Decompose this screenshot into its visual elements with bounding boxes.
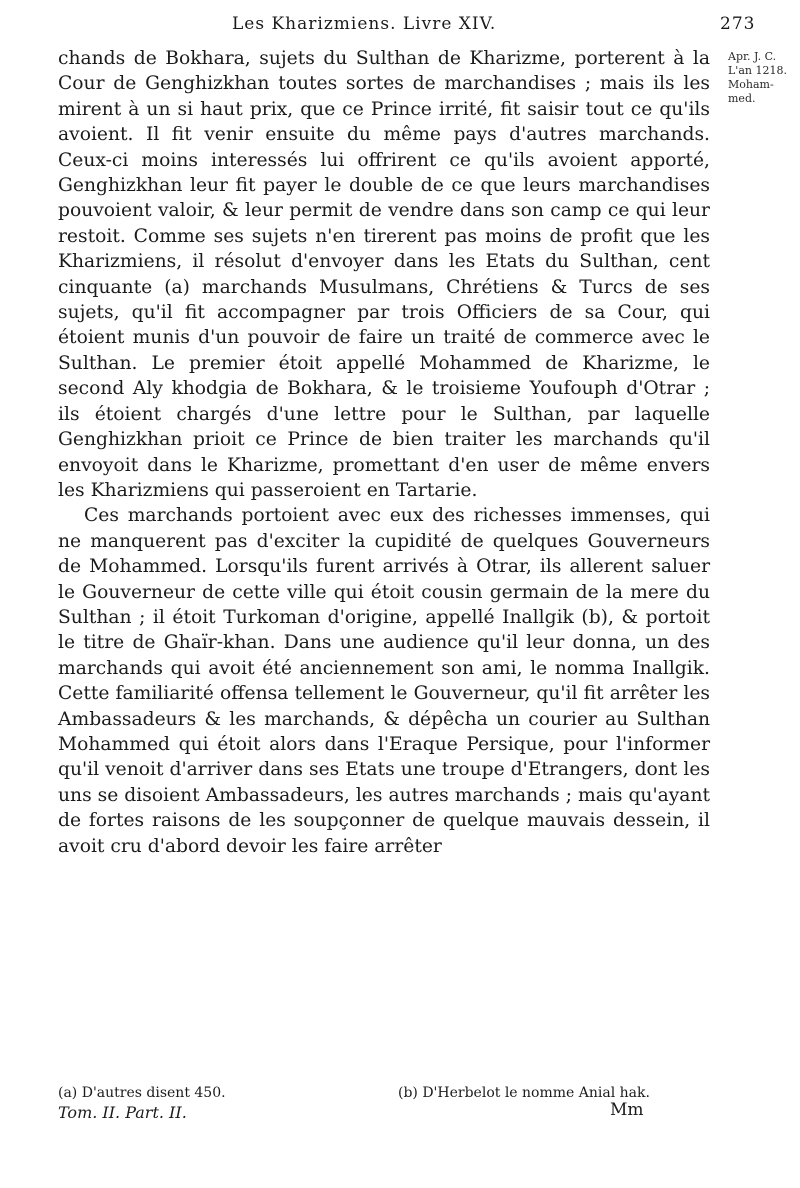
margin-note-line: L'an 1218. — [728, 64, 787, 77]
footnote-b: (b) D'Herbelot le nomme Anial hak. — [398, 1085, 650, 1101]
catchword: Mm — [610, 1100, 644, 1120]
running-title: Les Kharizmiens. Livre XIV. — [232, 14, 497, 34]
paragraph: chands de Bokhara, sujets du Sulthan de Kharizme, porterent à la Cour de Genghizkhan toutes sortes de marchandises ; mais ils les mirent à un si haut prix, que ce Prince irrité, fit saisir tout ce qu'ils avoient. Il fit venir ensuite du même pays d'autres marchands. Ceux-ci moins interessés lui offrirent ce qu'ils avoient apporté, Genghizkhan leur fit payer le double de ce que leurs marchandises pouvoient valoir, & leur permit de vendre dans son camp ce qui leur restoit. Comme ses sujets n'en tirerent pas moins de profit que les Kharizmiens, il résolut d'envoyer dans les Etats du Sulthan, cent cinquante (a) marchands Musulmans, Chrétiens & Turcs de ses sujets, qu'il fit accompagner par trois Officiers de sa Cour, qui étoient munis d'un pouvoir de faire un traité de commerce avec le Sulthan. Le premier étoit appellé Mohammed de Kharizme, le second Aly khodgia de Bokhara, & le troisieme Youfouph d'Otrar ; ils étoient chargés d'une lettre pour le Sulthan, par laquelle Genghizkhan prioit ce Prince de bien traiter les marchands qu'il envoyoit dans le Kharizme, promettant d'en user de même envers les Kharizmiens qui passeroient en Tartarie. — [58, 48, 710, 501]
paragraph: Ces marchands portoient avec eux des richesses immenses, qui ne manquerent pas d'exciter la cupidité de quelques Gouverneurs de Mohammed. Lorsqu'ils furent arrivés à Otrar, ils allerent saluer le Gouverneur de cette ville qui étoit cousin germain de la mere du Sulthan ; il étoit Turkoman d'origine, appellé Inallgik (b), & portoit le titre de Ghaïr-khan. Dans une audience qu'il leur donna, un des marchands qui avoit été anciennement son ami, le nomma Inallgik. Cette familiarité offensa tellement le Gouverneur, qu'il fit arrêter les Ambassadeurs & les marchands, & dépêcha un courier au Sulthan Mohammed qui étoit alors dans l'Eraque Persique, pour l'informer qu'il venoit d'arriver dans ses Etats une troupe d'Etrangers, dont les uns se disoient Ambassadeurs, les autres marchands ; mais qu'ayant de fortes raisons de les soupçonner de quelque mauvais dessein, il avoit cru d'abord devoir les faire arrêter — [58, 505, 710, 857]
footnote-a: (a) D'autres disent 450. — [58, 1085, 226, 1101]
margin-note-line: med. — [728, 92, 756, 105]
running-header — [232, 14, 756, 34]
main-text — [58, 46, 710, 859]
margin-note — [728, 50, 800, 106]
margin-note-line: Moham- — [728, 78, 774, 91]
page-number: 273 — [720, 14, 756, 34]
signature-mark: Tom. II. Part. II. — [58, 1103, 187, 1122]
margin-note-line: Apr. J. C. — [728, 50, 777, 63]
